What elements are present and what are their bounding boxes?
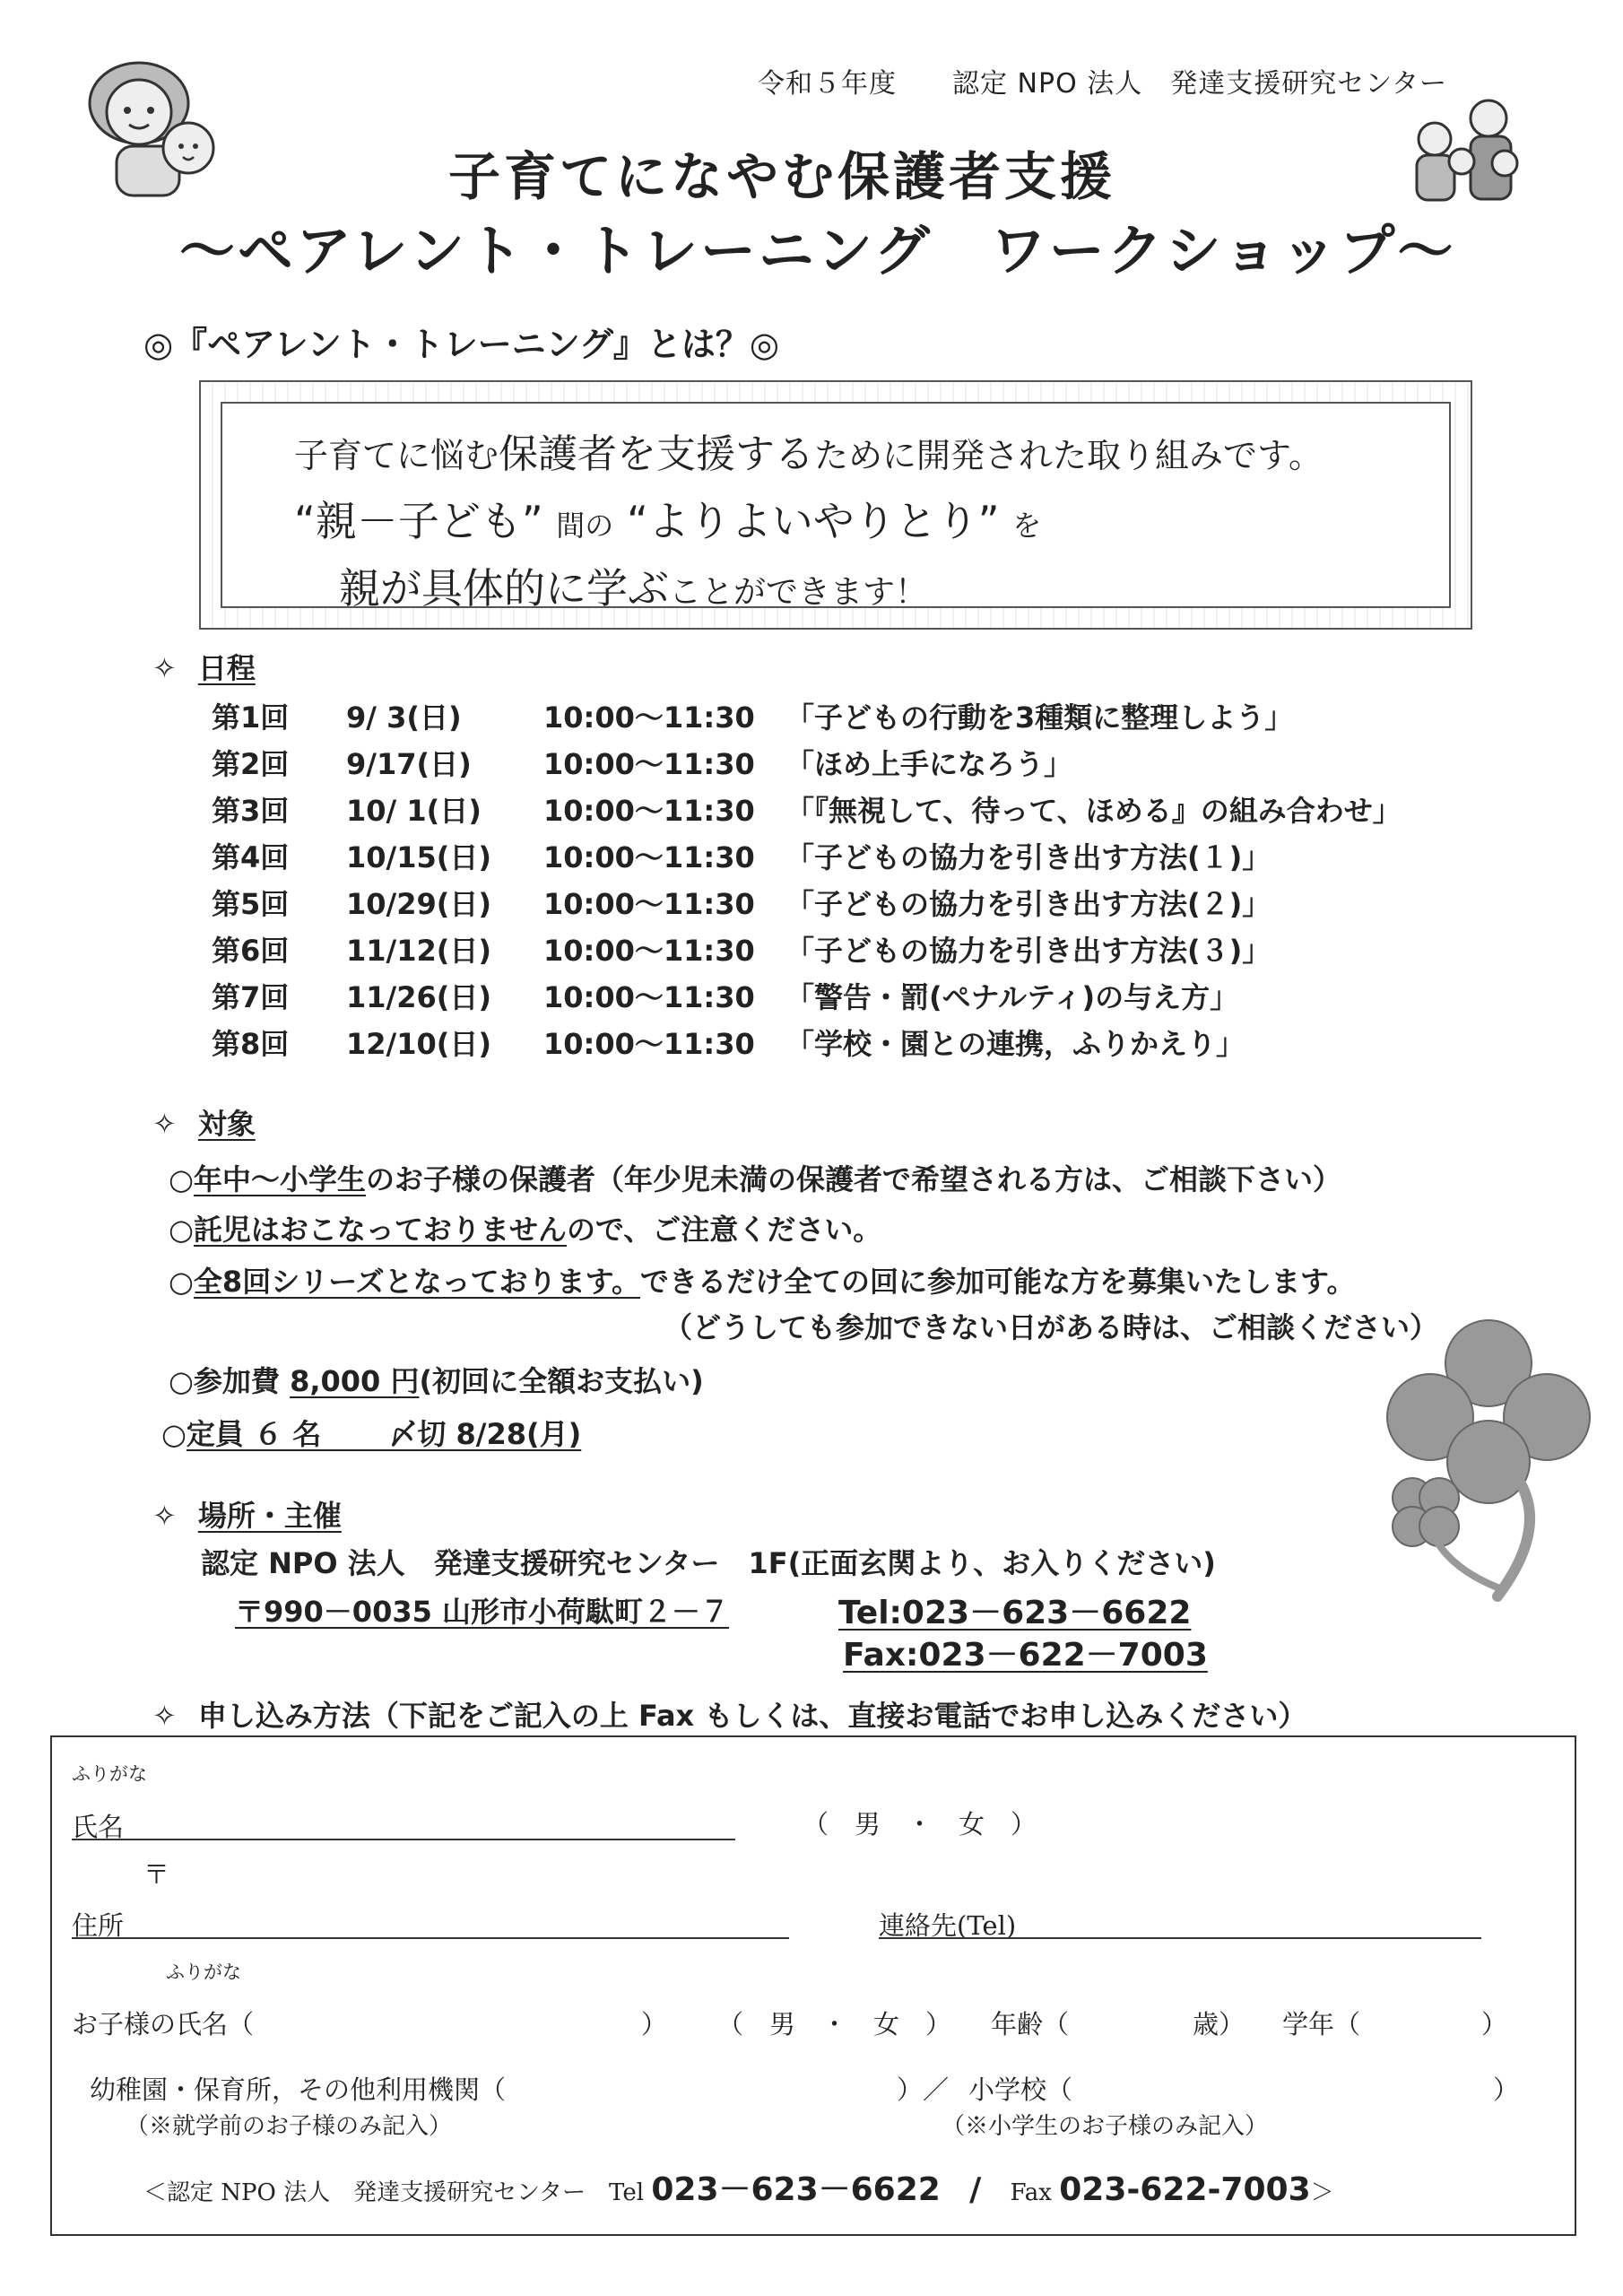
diamond-icon: ✧ bbox=[152, 1499, 177, 1533]
intro-emphasis: 保護者を支援する bbox=[499, 431, 815, 477]
intro-text: 子育てに悩む bbox=[294, 436, 499, 475]
circle-bullet: ○ bbox=[169, 1265, 194, 1299]
fee-label: ○参加費 bbox=[169, 1364, 280, 1398]
contact-field[interactable] bbox=[879, 1937, 1481, 1939]
mother-child-illustration bbox=[63, 49, 242, 202]
session-title: 「警告・罰(ペナルティ)の与え方」 bbox=[785, 980, 1239, 1014]
grade-close: ） bbox=[1481, 2009, 1508, 2039]
fiscal-year: 令和５年度 bbox=[758, 68, 897, 100]
diamond-icon: ✧ bbox=[152, 651, 177, 685]
target-note: （どうしても参加できない日がある時は、ご相談ください） bbox=[664, 1310, 1439, 1344]
session-number: 第5回 bbox=[212, 887, 290, 921]
family-illustration bbox=[1399, 99, 1533, 206]
session-time: 10:00～11:30 bbox=[543, 980, 755, 1014]
child-gender-options[interactable]: （ 男 ・ 女 ） bbox=[717, 2009, 952, 2039]
target-emphasis: 託児はおこなっておりません bbox=[193, 1213, 567, 1247]
furigana-label: ふりがな bbox=[166, 1961, 241, 1983]
schedule-heading bbox=[152, 646, 256, 687]
session-number: 第2回 bbox=[212, 747, 290, 781]
postal-mark: 〒 bbox=[143, 1859, 170, 1890]
place-address: 〒990－0035 山形市小荷駄町２－７ bbox=[235, 1595, 730, 1629]
intro-emphasis: “よりよいやりとり” bbox=[626, 497, 1000, 545]
intro-box bbox=[199, 380, 1472, 630]
kindergarten-note: （※就学前のお子様のみ記入） bbox=[126, 2113, 453, 2140]
clover-illustration bbox=[1363, 1318, 1605, 1614]
session-date: 11/26(日) bbox=[346, 980, 492, 1014]
intro-line-3 bbox=[339, 556, 927, 615]
session-number: 第3回 bbox=[212, 794, 290, 828]
page-title: 子育てになやむ保護者支援 bbox=[448, 146, 1116, 207]
diamond-icon: ✧ bbox=[152, 1699, 177, 1733]
footer-organization: ＜認定 NPO 法人 発達支援研究センター Tel bbox=[143, 2179, 645, 2206]
school-note: （※小学生のお子様のみ記入） bbox=[942, 2113, 1269, 2140]
session-time: 10:00～11:30 bbox=[543, 747, 755, 781]
place-heading bbox=[152, 1493, 342, 1535]
session-date: 10/15(日) bbox=[346, 840, 492, 874]
kindergarten-label: 幼稚園・保育所，その他利用機関（ bbox=[90, 2074, 507, 2105]
intro-text: ために開発された取り組みです。 bbox=[814, 436, 1323, 475]
session-number: 第4回 bbox=[212, 840, 290, 874]
child-name-label: お子様の氏名（ bbox=[72, 2009, 255, 2039]
session-title: 「子どもの協力を引き出す方法(２)」 bbox=[785, 887, 1271, 921]
session-time: 10:00～11:30 bbox=[543, 934, 755, 968]
target-emphasis: 全8回シリーズとなっております。 bbox=[193, 1265, 641, 1299]
kindergarten-close: ）／ bbox=[897, 2074, 950, 2105]
age-label: 年齢（ bbox=[991, 2009, 1070, 2039]
gender-options[interactable]: （ 男 ・ 女 ） bbox=[803, 1809, 1037, 1839]
intro-text: を bbox=[1012, 509, 1042, 543]
session-title: 「ほめ上手になろう」 bbox=[785, 747, 1073, 781]
footer-contact bbox=[143, 2164, 1334, 2210]
target-item bbox=[169, 1157, 1341, 1198]
session-time: 10:00～11:30 bbox=[543, 887, 755, 921]
footer-separator: / bbox=[969, 2171, 982, 2208]
schedule-heading-text: 日程 bbox=[197, 651, 256, 685]
session-title: 「子どもの行動を3種類に整理しよう」 bbox=[785, 700, 1294, 735]
session-number: 第8回 bbox=[212, 1027, 290, 1061]
session-time: 10:00～11:30 bbox=[543, 1027, 755, 1061]
session-date: 11/12(日) bbox=[346, 934, 492, 968]
capacity-item bbox=[161, 1412, 581, 1453]
target-heading-text: 対象 bbox=[197, 1107, 256, 1141]
circle-bullet: ○ bbox=[169, 1213, 194, 1247]
grade-label: 学年（ bbox=[1282, 2009, 1361, 2039]
session-time: 10:00～11:30 bbox=[543, 794, 755, 828]
footer-fax-label: Fax bbox=[1010, 2179, 1052, 2206]
place-heading-text: 場所・主催 bbox=[197, 1499, 342, 1533]
target-item bbox=[169, 1259, 1355, 1300]
fee-item bbox=[169, 1359, 704, 1400]
diamond-icon: ✧ bbox=[152, 1107, 177, 1141]
session-title: 「学校・園との連携，ふりかえり」 bbox=[785, 1027, 1245, 1061]
what-is-heading: ◎『ペアレント・トレーニング』とは？◎ bbox=[143, 325, 780, 364]
session-date: 12/10(日) bbox=[346, 1027, 492, 1061]
school-close: ） bbox=[1493, 2074, 1520, 2105]
child-name-close: ） bbox=[641, 2009, 668, 2039]
intro-emphasis: 親が具体的に学ぶ bbox=[339, 564, 669, 613]
fee-amount: 8,000 円 bbox=[290, 1364, 420, 1398]
furigana-label: ふりがな bbox=[72, 1763, 147, 1785]
intro-text: ことができます！ bbox=[669, 574, 928, 611]
age-unit: 歳） bbox=[1193, 2009, 1245, 2039]
address-label: 住所 bbox=[72, 1910, 125, 1941]
name-label: 氏名 bbox=[72, 1812, 125, 1842]
target-text: ので、ご注意ください。 bbox=[566, 1213, 882, 1247]
target-text: のお子様の保護者（年少児未満の保護者で希望される方は、ご相談下さい） bbox=[365, 1162, 1341, 1196]
circle-bullet: ○ bbox=[169, 1162, 194, 1196]
session-number: 第7回 bbox=[212, 980, 290, 1014]
intro-line-1 bbox=[294, 422, 1323, 479]
application-heading bbox=[152, 1693, 1306, 1735]
session-title: 「『無視して、待って、ほめる』の組み合わせ」 bbox=[785, 794, 1402, 828]
session-title: 「子どもの協力を引き出す方法(３)」 bbox=[785, 934, 1271, 968]
place-organization: 認定 NPO 法人 発達支援研究センター 1F(正面玄関より、お入りください) bbox=[201, 1546, 1216, 1580]
target-heading bbox=[152, 1101, 256, 1143]
place-fax: Fax:023－622－7003 bbox=[843, 1637, 1208, 1674]
footer-tel: 023－623－6622 bbox=[651, 2171, 941, 2208]
session-date: 10/ 1(日) bbox=[346, 794, 482, 828]
page-subtitle: ～ペアレント・トレーニング ワークショップ～ bbox=[179, 218, 1456, 283]
organization-name: 認定 NPO 法人 発達支援研究センター bbox=[952, 68, 1448, 100]
application-heading-text: 申し込み方法（下記をご記入の上 Fax もしくは、直接お電話でお申し込みください） bbox=[197, 1699, 1307, 1733]
fee-note: (初回に全額お支払い) bbox=[419, 1364, 704, 1398]
school-label: 小学校（ bbox=[968, 2074, 1073, 2105]
intro-emphasis: “親－子ども” bbox=[294, 497, 543, 545]
intro-text: 間の bbox=[556, 509, 614, 543]
session-time: 10:00～11:30 bbox=[543, 840, 755, 874]
footer-fax: 023-622-7003 bbox=[1059, 2171, 1311, 2208]
session-date: 10/29(日) bbox=[346, 887, 492, 921]
place-tel: Tel:023－623－6622 bbox=[838, 1595, 1192, 1631]
circle-bullet: ○ bbox=[161, 1417, 187, 1451]
session-title: 「子どもの協力を引き出す方法(１)」 bbox=[785, 840, 1271, 874]
intro-line-2 bbox=[294, 489, 1041, 548]
name-field[interactable] bbox=[72, 1839, 735, 1840]
target-emphasis: 年中～小学生 bbox=[193, 1162, 366, 1196]
target-text: できるだけ全ての回に参加可能な方を募集いたします。 bbox=[640, 1265, 1356, 1299]
session-number: 第6回 bbox=[212, 934, 290, 968]
session-time: 10:00～11:30 bbox=[543, 700, 755, 735]
contact-label: 連絡先(Tel) bbox=[879, 1910, 1017, 1941]
intro-inner-panel bbox=[221, 402, 1451, 613]
capacity-deadline: 定員 ６ 名 〆切 8/28(月) bbox=[186, 1417, 582, 1451]
session-date: 9/17(日) bbox=[346, 747, 472, 781]
footer-close: ＞ bbox=[1310, 2179, 1334, 2206]
target-item bbox=[169, 1207, 881, 1248]
header-organization bbox=[758, 61, 1447, 100]
session-number: 第1回 bbox=[212, 700, 290, 735]
session-date: 9/ 3(日) bbox=[346, 700, 462, 735]
address-field[interactable] bbox=[72, 1937, 789, 1939]
